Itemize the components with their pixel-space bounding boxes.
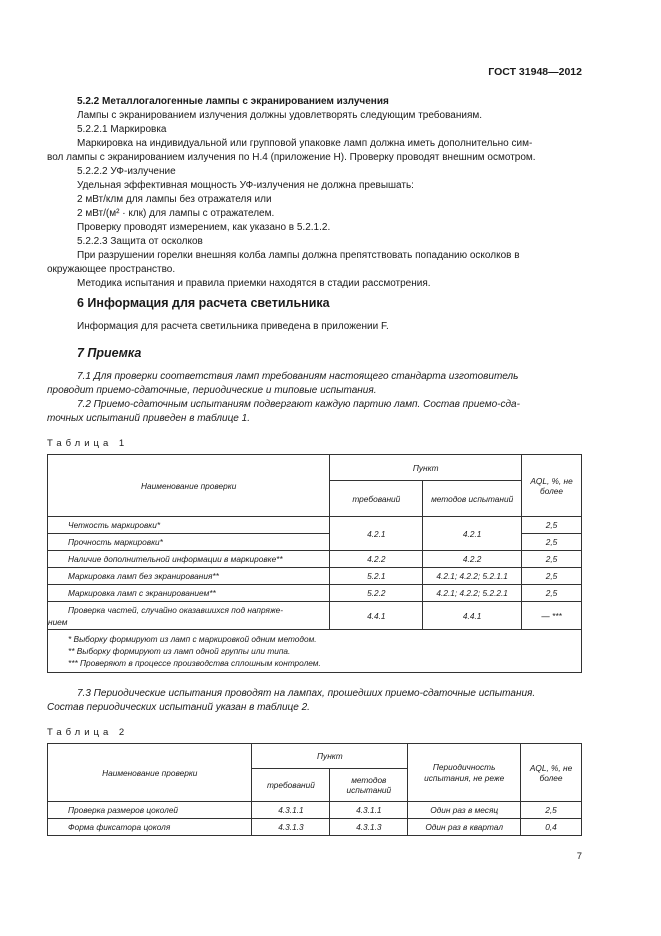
subsection-5-2-2-1: 5.2.2.1 Маркировка	[77, 124, 167, 135]
table-1	[47, 454, 582, 673]
table-cell-periodicity: Один раз в квартал	[408, 819, 521, 836]
footnote: *** Проверяют в процессе производства сплошным контролем.	[68, 658, 321, 668]
table-2	[47, 743, 582, 836]
table-1-header-name: Наименование проверки	[48, 455, 330, 517]
table-cell-name: Форма фиксатора цоколя	[48, 819, 252, 836]
table-2-header-methods: методов испытаний	[330, 769, 408, 802]
table-row	[48, 517, 582, 534]
table-cell-aql: 0,4	[521, 819, 582, 836]
table-row	[48, 551, 582, 568]
table-cell-name: Четкость маркировки*	[48, 517, 330, 534]
table-cell-requirement: 5.2.2	[330, 585, 423, 602]
section-6-title: 6 Информация для расчета светильника	[77, 296, 330, 310]
table-2-header-punkt: Пункт	[252, 744, 408, 769]
paragraph-line: точных испытаний приведен в таблице 1.	[47, 413, 250, 424]
table-2-header-aql: AQL, %, не более	[521, 744, 582, 802]
table-cell-name-line-1: Проверка частей, случайно оказавшихся под напряже-	[68, 604, 284, 615]
table-cell-name: Проверка размеров цоколей	[48, 802, 252, 819]
paragraph-line: проводит приемо-сдаточные, периодические и типовые испытания.	[47, 385, 377, 396]
table-2-header-periodicity: Периодичность испытания, не реже	[408, 744, 521, 802]
table-1-header-aql: AQL, %, не более	[522, 455, 582, 517]
paragraph-line: Лампы с экранированием излучения должны удовлетворять следующим требованиям.	[77, 110, 483, 121]
table-cell-name: Наличие дополнительной информации в маркировке**	[48, 551, 330, 568]
table-footnotes-row	[48, 630, 582, 673]
table-cell-aql: 2,5	[522, 534, 582, 551]
paragraph-line: Маркировка на индивидуальной или групповой упаковке ламп должна иметь дополнительно сим-	[77, 138, 533, 149]
table-cell-method: 4.3.1.3	[330, 819, 408, 836]
table-cell-aql: 2,5	[522, 568, 582, 585]
table-row	[48, 819, 582, 836]
table-cell-name	[48, 602, 330, 630]
paragraph-line: окружающее пространство.	[47, 264, 176, 275]
table-cell-method: 4.4.1	[423, 602, 522, 630]
paragraph-line: При разрушении горелки внешняя колба лампы должна препятствовать попаданию осколков в	[77, 250, 520, 261]
paragraph-line: вол лампы с экранированием излучения по Н.4 (приложение Н). Проверку проводят внешним осмотром.	[47, 152, 536, 163]
table-2-header-requirements: требований	[252, 769, 330, 802]
subsection-5-2-2-3: 5.2.2.3 Защита от осколков	[77, 236, 203, 247]
paragraph-line: Проверку проводят измерением, как указано в 5.2.1.2.	[77, 222, 331, 233]
table-cell-aql: 2,5	[522, 585, 582, 602]
table-2-caption: Таблица 2	[47, 727, 129, 738]
paragraph-line: 2 мВт/(м² · клк) для лампы с отражателем.	[77, 208, 275, 219]
table-cell-name: Маркировка ламп с экранированием**	[48, 585, 330, 602]
table-cell-requirement: 4.2.2	[330, 551, 423, 568]
table-2-header-name: Наименование проверки	[48, 744, 252, 802]
table-cell-method: 4.3.1.1	[330, 802, 408, 819]
table-1-header-methods: методов испытаний	[423, 481, 522, 517]
paragraph-line: Методика испытания и правила приемки находятся в стадии рассмотрения.	[77, 278, 431, 289]
page-number: 7	[576, 851, 582, 862]
table-cell-aql: 2,5	[522, 551, 582, 568]
table-row	[48, 585, 582, 602]
table-cell-requirement: 4.3.1.1	[252, 802, 330, 819]
footnote: ** Выборку формируют из ламп одной группы или типа.	[68, 646, 291, 656]
table-cell-aql: — ***	[522, 602, 582, 630]
paragraph-line: Состав периодических испытаний указан в таблице 2.	[47, 702, 310, 713]
paragraph-line: Удельная эффективная мощность УФ-излучения не должна превышать:	[77, 180, 414, 191]
section-7-title: 7 Приемка	[77, 346, 142, 360]
table-row	[48, 602, 582, 630]
section-5-2-2-title: 5.2.2 Металлогалогенные лампы с экранированием излучения	[77, 96, 389, 107]
table-cell-aql: 2,5	[522, 517, 582, 534]
table-cell-method: 4.2.2	[423, 551, 522, 568]
table-cell-name: Маркировка ламп без экранирования**	[48, 568, 330, 585]
table-cell-name: Прочность маркировки*	[48, 534, 330, 551]
table-cell-requirement: 4.2.1	[330, 517, 423, 551]
paragraph-line: 2 мВт/клм для лампы без отражателя или	[77, 194, 272, 205]
table-cell-name-line-2: нием	[48, 616, 68, 627]
table-row	[48, 568, 582, 585]
table-1-header-punkt: Пункт	[330, 455, 522, 481]
table-cell-requirement: 4.3.1.3	[252, 819, 330, 836]
table-cell-periodicity: Один раз в месяц	[408, 802, 521, 819]
table-cell-method: 4.2.1; 4.2.2; 5.2.1.1	[423, 568, 522, 585]
standard-number: ГОСТ 31948—2012	[488, 66, 582, 78]
section-6-text: Информация для расчета светильника приведена в приложении F.	[77, 321, 389, 332]
paragraph-line: 7.1 Для проверки соответствия ламп требованиям настоящего стандарта изготовитель	[77, 371, 519, 382]
footnote: * Выборку формируют из ламп с маркировкой одним методом.	[68, 634, 317, 644]
subsection-5-2-2-2: 5.2.2.2 УФ-излучение	[77, 166, 176, 177]
table-cell-requirement: 4.4.1	[330, 602, 423, 630]
paragraph-line: 7.2 Приемо-сдаточным испытаниям подвергают каждую партию ламп. Состав приемо-сда-	[77, 399, 520, 410]
paragraph-line: 7.3 Периодические испытания проводят на лампах, прошедших приемо-сдаточные испытания.	[77, 688, 536, 699]
table-cell-method: 4.2.1	[423, 517, 522, 551]
table-1-footnotes	[48, 630, 582, 673]
table-cell-aql: 2,5	[521, 802, 582, 819]
table-cell-method: 4.2.1; 4.2.2; 5.2.2.1	[423, 585, 522, 602]
table-1-caption: Таблица 1	[47, 438, 129, 449]
table-row	[48, 802, 582, 819]
table-1-header-requirements: требований	[330, 481, 423, 517]
table-cell-requirement: 5.2.1	[330, 568, 423, 585]
